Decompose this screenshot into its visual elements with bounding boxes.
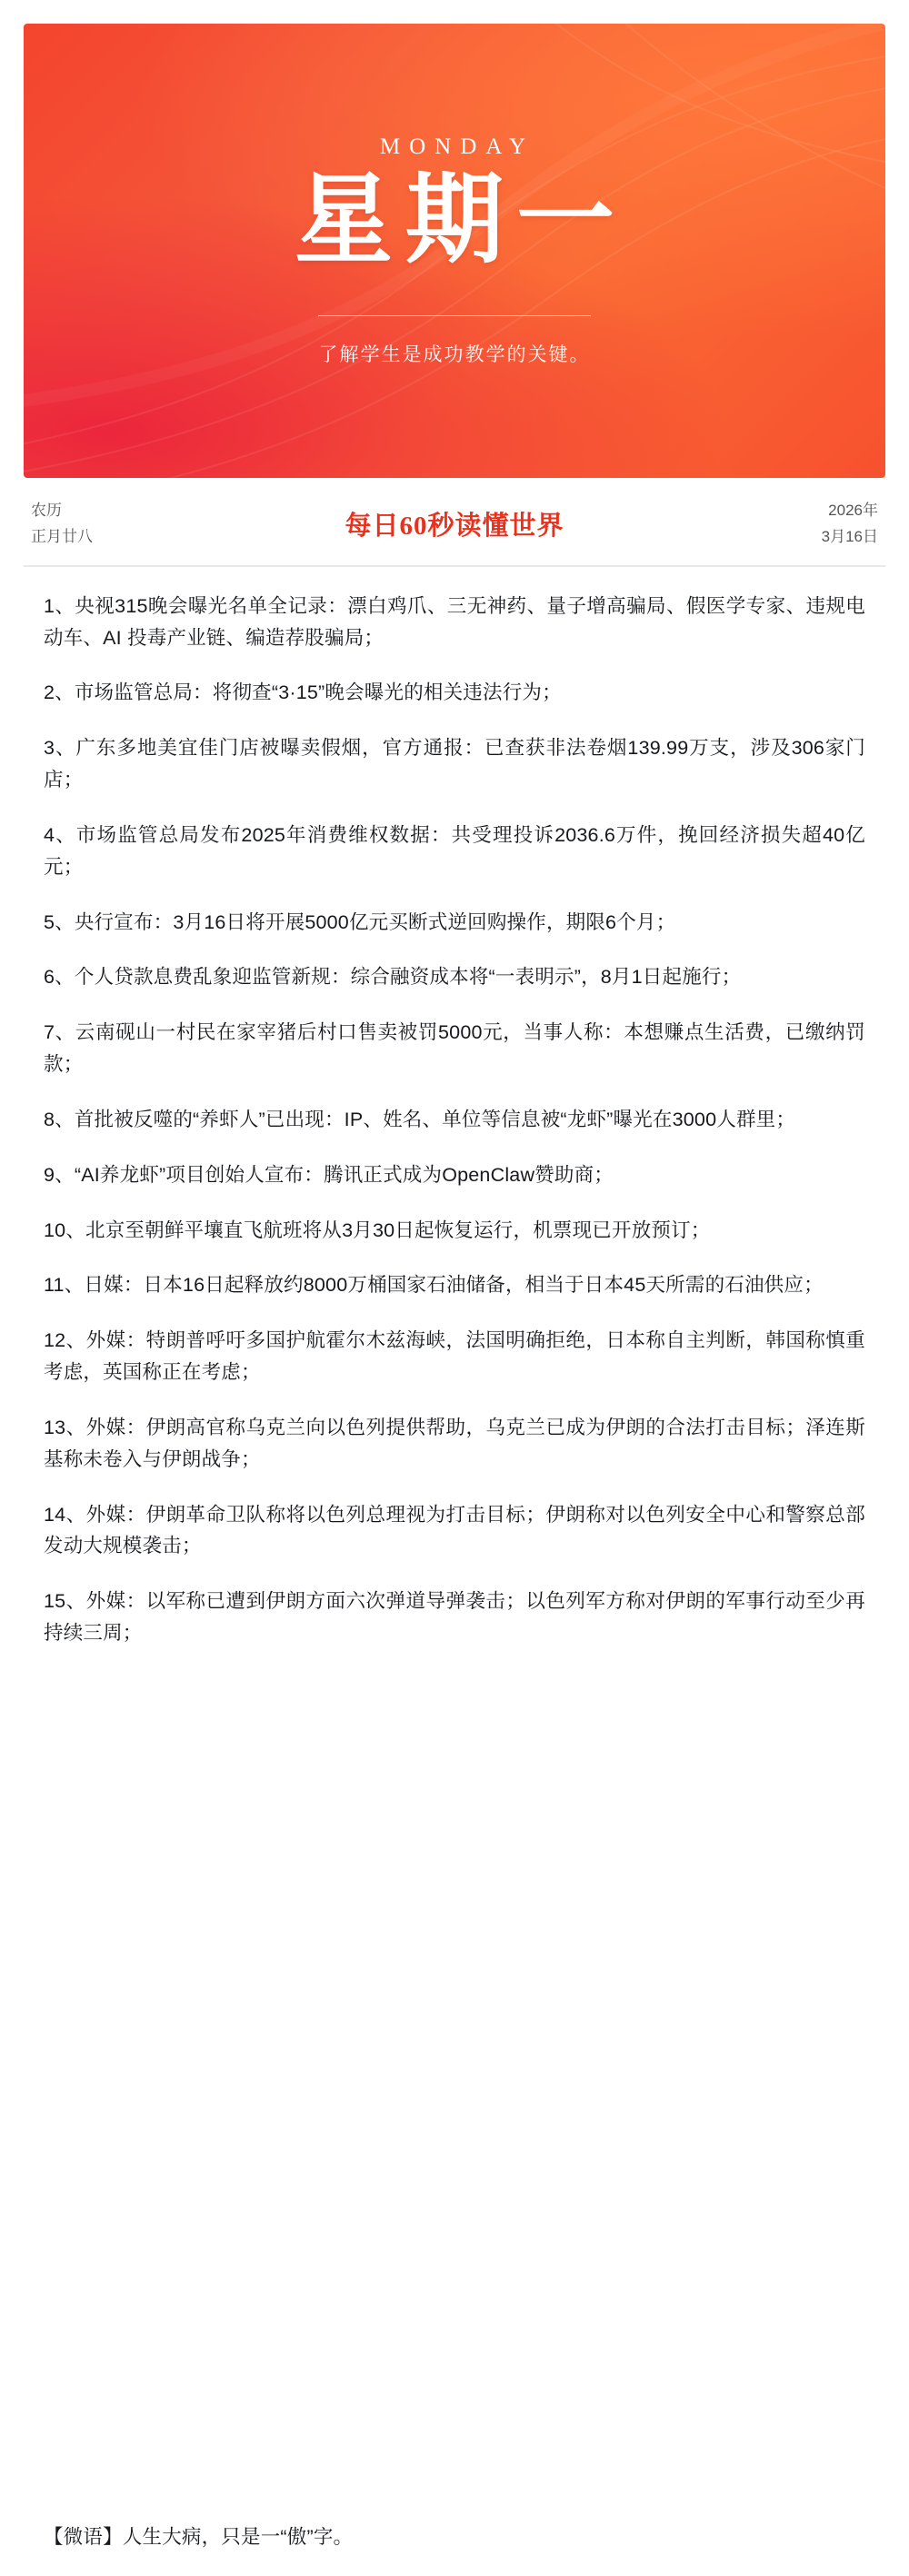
- list-item: 5、央行宣布：3月16日将开展5000亿元买断式逆回购操作，期限6个月；: [44, 910, 676, 933]
- lunar-date-block: [31, 498, 167, 551]
- news-list: [24, 567, 885, 2491]
- hero-weekday-chinese: 星期一: [294, 167, 627, 276]
- page-title: 每日60秒读懂世界: [345, 512, 564, 542]
- hero-content: [24, 134, 885, 366]
- list-item: 1、央视315晚会曝光名单全记录：漂白鸡爪、三无神药、量子增高骗局、假医学专家、违规电动车、AI 投毒产业链、编造荐股骗局；: [44, 594, 865, 649]
- list-item: 11、日媒：日本16日起释放约8000万桶国家石油储备，相当于日本45天所需的石油供应；: [44, 1274, 824, 1297]
- hero-weekday-english: MONDAY: [379, 134, 535, 160]
- lunar-label: 农历: [31, 502, 62, 519]
- lunar-date: 正月廿八: [31, 527, 93, 545]
- list-item: 4、市场监管总局发布2025年消费维权数据：共受理投诉2036.6万件，挽回经济损失超40亿元；: [44, 823, 865, 878]
- list-item: 3、广东多地美宜佳门店被曝卖假烟，官方通报：已查获非法卷烟139.99万支，涉及306家门店；: [44, 737, 865, 791]
- hero-subtitle: 了解学生是成功教学的关键。: [318, 343, 591, 365]
- list-item: 9、“AI养龙虾”项目创始人宣布：腾讯正式成为OpenClaw赞助商；: [44, 1163, 614, 1186]
- list-item: 14、外媒：伊朗革命卫队称将以色列总理视为打击目标；伊朗称对以色列安全中心和警察总部发动大规模袭击；: [44, 1503, 865, 1557]
- date-year: 2026年: [828, 502, 878, 519]
- list-item: 6、个人贷款息费乱象迎监管新规：综合融资成本将“一表明示”，8月1日起施行；: [44, 966, 742, 989]
- hero-banner: [24, 24, 885, 478]
- list-item: 2、市场监管总局：将彻查“3·15”晚会曝光的相关违法行为；: [44, 681, 562, 704]
- list-item: 12、外媒：特朗普呼吁多国护航霍尔木兹海峡，法国明确拒绝，日本称自主判断，韩国称慎重考虑，英国称正在考虑；: [44, 1329, 865, 1384]
- list-item: 10、北京至朝鲜平壤直飞航班将从3月30日起恢复运行，机票现已开放预订；: [44, 1218, 711, 1241]
- date-monthday: 3月16日: [821, 527, 878, 545]
- hero-divider: [318, 315, 591, 316]
- meta-bar: [24, 478, 885, 567]
- list-item: 7、云南砚山一村民在家宰猪后村口售卖被罚5000元，当事人称：本想赚点生活费，已缴纳罚款；: [44, 1021, 865, 1076]
- list-item: 15、外媒：以军称已遭到伊朗方面六次弹道导弹袭击；以色列军方称对伊朗的军事行动至少再持续三周；: [44, 1590, 865, 1644]
- list-item: 13、外媒：伊朗高官称乌克兰向以色列提供帮助，乌克兰已成为伊朗的合法打击目标；泽连斯基称未卷入与伊朗战争；: [44, 1416, 865, 1470]
- list-item: 8、首批被反噬的“养虾人”已出现：IP、姓名、单位等信息被“龙虾”曝光在3000人群里；: [44, 1108, 796, 1130]
- gregorian-date-block: [742, 498, 878, 551]
- footer-note: 【微语】人生大病，只是一“傲”字。: [44, 2525, 354, 2548]
